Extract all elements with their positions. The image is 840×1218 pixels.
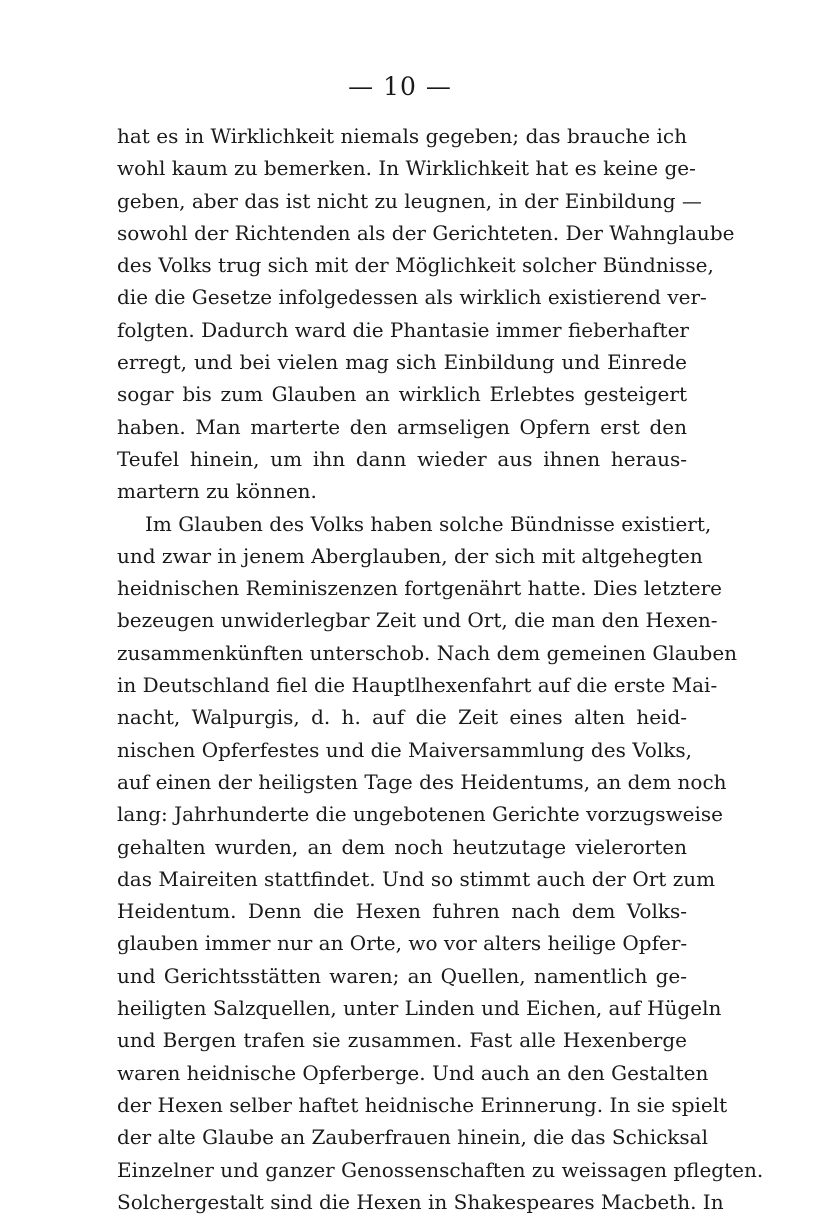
text-line: der Hexen selber haftet heidnische Erinnerung. In sie spielt — [117, 1092, 728, 1117]
text-line: zusammenkünften unterschob. Nach dem gemeinen Glauben — [117, 640, 738, 665]
text-line: haben. Man marterte den armseligen Opfern erst den — [117, 414, 687, 439]
text-line: glauben immer nur an Orte, wo vor alters heilige Opfer- — [117, 931, 688, 956]
text-line: Teufel hinein, um ihn dann wieder aus ihnen heraus- — [117, 446, 687, 471]
text-line: das Maireiten stattfindet. Und so stimmt auch der Ort zum — [117, 866, 716, 891]
text-line: gehalten wurden, an dem noch heutzutage vielerorten — [117, 834, 687, 859]
text-line: lang: Jahrhunderte die ungebotenen Gerichte vorzugsweise — [117, 802, 723, 827]
text-line: erregt, und bei vielen mag sich Einbildung und Einrede — [117, 350, 687, 375]
text-line: bezeugen unwiderlegbar Zeit und Ort, die man den Hexen- — [117, 608, 718, 633]
text-line: waren heidnische Opferberge. Und auch an den Gestalten — [117, 1060, 709, 1085]
paragraph-end-line: martern zu können. — [117, 479, 317, 504]
text-line: in Deutschland fiel die Hauptlhexenfahrt auf die erste Mai- — [117, 673, 718, 698]
paragraph-start-line: Im Glauben des Volks haben solche Bündnisse existiert, — [145, 511, 712, 536]
text-line: und zwar in jenem Aberglauben, der sich mit altgehegten — [117, 543, 703, 568]
text-line: hat es in Wirklichkeit niemals gegeben; das brauche ich — [117, 124, 687, 148]
text-line: Heidentum. Denn die Hexen fuhren nach dem Volks- — [117, 899, 687, 924]
text-line: heiligten Salzquellen, unter Linden und Eichen, auf Hügeln — [117, 996, 722, 1021]
text-line: folgten. Dadurch ward die Phantasie immer fieberhafter — [117, 317, 689, 342]
page-number: — 10 — — [348, 72, 452, 101]
text-line: nischen Opferfestes und die Maiversammlung des Volks, — [117, 737, 692, 762]
text-line: des Volks trug sich mit der Möglichkeit solcher Bündnisse, — [117, 253, 714, 278]
text-line: auf einen der heiligsten Tage des Heidentums, an dem noch — [117, 769, 727, 794]
text-line: heidnischen Reminiszenzen fortgenährt hatte. Dies letztere — [117, 576, 722, 601]
text-line: Solchergestalt sind die Hexen in Shakespeares Macbeth. In — [117, 1189, 724, 1214]
text-line: sowohl der Richtenden als der Gerichteten. Der Wahnglaube — [117, 220, 735, 245]
text-line: und Bergen trafen sie zusammen. Fast alle Hexenberge — [117, 1028, 687, 1053]
text-line: wohl kaum zu bemerken. In Wirklichkeit hat es keine ge- — [117, 156, 696, 181]
text-line: und Gerichtsstätten waren; an Quellen, namentlich ge- — [117, 963, 687, 988]
text-line: Einzelner und ganzer Genossenschaften zu weissagen pflegten. — [117, 1157, 764, 1182]
text-line: der alte Glaube an Zauberfrauen hinein, die das Schicksal — [117, 1125, 708, 1150]
body-text — [117, 120, 764, 1218]
text-line: nacht, Walpurgis, d. h. auf die Zeit eines alten heid- — [117, 705, 687, 730]
text-line: sogar bis zum Glauben an wirklich Erlebtes gesteigert — [117, 382, 687, 407]
text-line: geben, aber das ist nicht zu leugnen, in der Einbildung — — [117, 188, 702, 213]
text-line: die die Gesetze infolgedessen als wirklich existierend ver- — [117, 285, 707, 310]
